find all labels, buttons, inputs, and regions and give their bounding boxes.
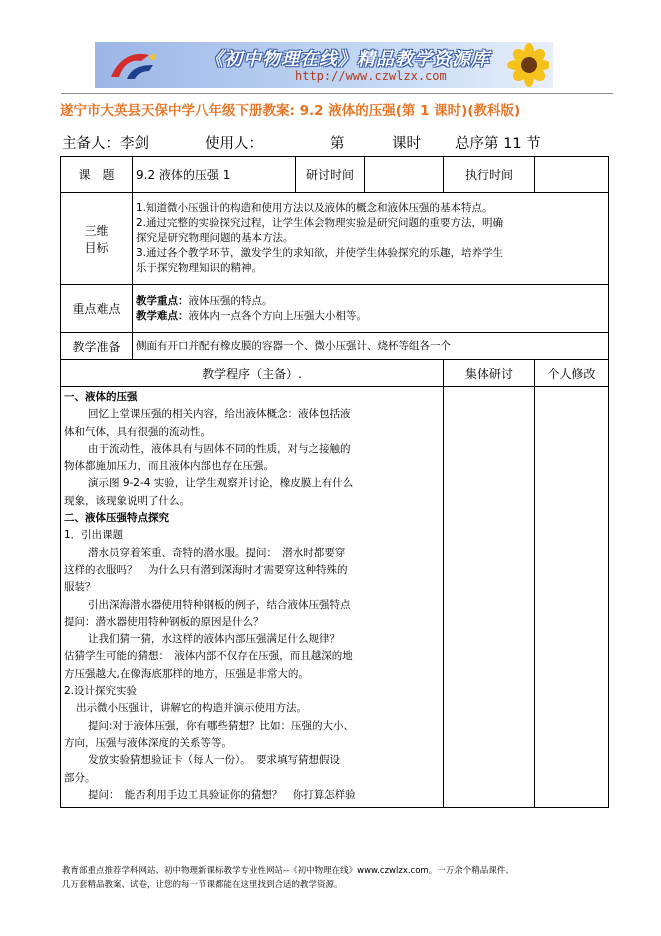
procedure-line: 二、液体压强特点探究 (64, 512, 169, 525)
key-points: 液体压强的特点。 (188, 294, 273, 307)
procedure-line: 这样的衣服吗？ 为什么只有潜到深海时才需要穿这种特殊的 (64, 563, 348, 576)
goal-line: 乐于探究物理知识的精神。 (136, 262, 262, 274)
prep-content (133, 333, 609, 360)
procedure-line: 现象，该现象说明了什么。 (64, 494, 190, 507)
procedure-line: 体和气体，具有很强的流动性。 (64, 425, 211, 438)
goals-label (61, 193, 133, 285)
difficult-points: 液体内一点各个方向上压强大小相等。 (188, 309, 367, 322)
document-title: 遂宁市大英县天保中学八年级下册教案: 9.2 液体的压强(第 1 课时)(教科版) (60, 103, 521, 119)
procedure-line: 出示微小压强计，讲解它的构造并演示使用方法。 (76, 702, 307, 715)
personal-edit-cell (535, 387, 609, 808)
discuss-time-label: 研讨时间 (296, 157, 365, 193)
prep-text: 侧面有开口并配有橡皮膜的容器一个、微小压强计、烧杯等组各一个 (136, 339, 451, 352)
banner-url[interactable]: http://www.czwlzx.com (295, 69, 447, 83)
procedure-line: 服装？ (64, 581, 96, 594)
difficult-points-label: 教学难点： (136, 309, 189, 322)
procedure-line: 物体都施加压力，而且液体内部也存在压强。 (64, 460, 274, 473)
site-banner (95, 42, 553, 88)
procedure-line: 估猜学生可能的猜想： 液体内部不仅存在压强，而且越深的地 (64, 650, 353, 663)
personal-edit-header: 个人修改 (535, 360, 609, 387)
procedure-line: 发放实验猜想验证卡（每人一份）。 要求填写猜想假设 (88, 754, 340, 767)
exec-time-label: 执行时间 (444, 157, 535, 193)
goals-content (133, 193, 609, 285)
key-difficult-label: 重点难点 (61, 285, 133, 333)
procedure-line: 2.设计探究实验 (64, 685, 138, 698)
preparer: 主备人：李剑 (62, 136, 149, 152)
key-difficult-content (133, 285, 609, 333)
site-logo-icon (105, 47, 165, 83)
procedure-line: 一、液体的压强 (64, 391, 138, 403)
header-divider (61, 93, 613, 94)
goal-line: 3.通过各个教学环节，激发学生的求知欲，并使学生体验探究的乐趣，培养学生 (136, 247, 504, 259)
procedure-line: 演示图 9-2-4 实验，让学生观察并讨论，橡皮膜上有什么 (88, 477, 354, 490)
topic-value: 9.2 液体的压强 1 (133, 157, 296, 193)
procedure-line: 潜水员穿着笨重、奇特的潜水服。提问： 潜水时都要穿 (88, 546, 346, 559)
procedure-line: 回忆上堂课压强的相关内容，给出液体概念：液体包括液 (88, 408, 351, 421)
keshi-label: 课时 (392, 136, 421, 152)
goal-line: 探究是研究物理问题的基本方法。 (136, 232, 294, 244)
goals-label-line2: 目标 (84, 240, 109, 255)
group-discussion-cell (444, 387, 535, 808)
procedure-line: 部分。 (64, 771, 96, 784)
procedure-header: 教学程序（主备）. (61, 360, 444, 387)
procedure-line: 提问:对于液体压强，你有哪些猜想？比如：压强的大小、 (88, 719, 355, 732)
footer-line2: 几万套精品教案、试卷，让您的每一节课都能在这里找到合适的教学资源。 (62, 880, 343, 890)
goal-line: 2.通过完整的实验探究过程，让学生体会物理实验是研究问题的重要方法，明确 (136, 217, 504, 229)
page-footer (62, 864, 514, 892)
procedure-content (61, 387, 444, 808)
topic-label: 课 题 (61, 157, 133, 193)
procedure-line: 方向，压强与液体深度的关系等等。 (64, 736, 232, 749)
procedure-line: 方压强越大,在像海底那样的地方，压强是非常大的。 (64, 667, 309, 680)
total-sequence: 总序第 11 节 (455, 136, 541, 152)
exec-time-value (535, 157, 609, 193)
goal-line: 1.知道微小压强计的构造和使用方法以及液体的概念和液体压强的基本特点。 (136, 202, 493, 214)
sunflower-icon (491, 42, 549, 88)
discuss-time-value (365, 157, 444, 193)
user-label: 使用人： (205, 136, 263, 152)
key-points-label: 教学重点： (136, 294, 189, 307)
group-discussion-header: 集体研讨 (444, 360, 535, 387)
footer-line1: 教育部重点推荐学科网站、初中物理新课标教学专业性网站--《初中物理在线》www.czwlzx.com。一万余个精品课件、 (62, 866, 514, 876)
lesson-plan-table (60, 156, 609, 808)
goals-label-line1: 三维 (84, 223, 109, 238)
di-label: 第 (330, 136, 345, 152)
prep-label: 教学准备 (61, 333, 133, 360)
procedure-line: 提问：潜水器使用特种钢板的原因是什么？ (64, 615, 264, 628)
procedure-line: 让我们猜一猜，水这样的液体内部压强满足什么规律？ (88, 633, 340, 646)
procedure-line: 1．引出课题 (64, 529, 124, 542)
procedure-line: 提问： 能否利用手边工具验证你的猜想？ 你打算怎样验 (88, 788, 356, 801)
banner-title: 《初中物理在线》精品教学资源库 (205, 49, 490, 70)
procedure-line: 引出深海潜水器使用特种钢板的例子，结合液体压强特点 (88, 598, 351, 611)
procedure-line: 由于流动性，液体具有与固体不同的性质，对与之接触的 (88, 442, 351, 455)
